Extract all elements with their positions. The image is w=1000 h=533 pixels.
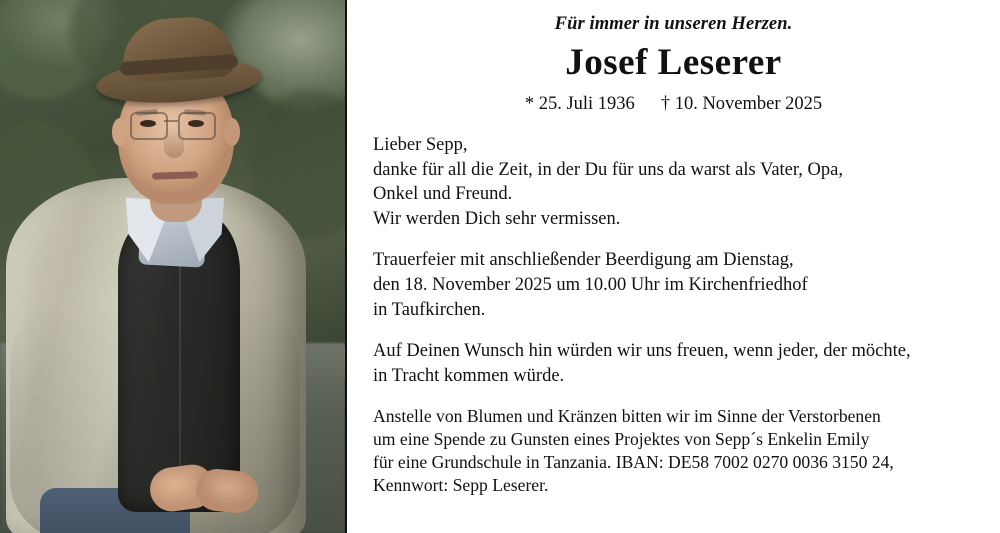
text-line: Onkel und Freund. (373, 184, 513, 205)
portrait-photo (0, 0, 345, 533)
paragraph-thanks (373, 133, 976, 231)
paragraph-ceremony (373, 248, 976, 322)
text-line: Wir werden Dich sehr vermissen. (373, 208, 621, 229)
text-line: in Tracht kommen würde. (373, 365, 565, 386)
memorial-motto: Für immer in unseren Herzen. (554, 14, 793, 34)
deceased-name: Josef Leserer (565, 42, 782, 83)
text-line: danke für all die Zeit, in der Du für uns da warst als Vater, Opa, (373, 159, 844, 180)
eye-right (188, 120, 204, 127)
glasses-bridge (164, 120, 178, 122)
obituary-text (347, 0, 1000, 533)
birth-date: * 25. Juli 1936 (524, 94, 635, 114)
text-line: Kennwort: Sepp Leserer. (373, 474, 549, 495)
death-date: † 10. November 2025 (660, 94, 823, 114)
text-line: um eine Spende zu Gunsten eines Projektes von Sepp´s Enkelin Emily (373, 429, 870, 450)
ear-right (224, 118, 240, 146)
text-line: Anstelle von Blumen und Kränzen bitten wir im Sinne der Verstorbenen (373, 406, 881, 427)
text-line: Lieber Sepp, (373, 135, 468, 155)
paragraph-donation (373, 405, 976, 496)
text-line: für eine Grundschule in Tanzania. IBAN: DE58 7002 0270 0036 3150 24, (373, 452, 894, 473)
nose (164, 128, 184, 158)
text-line: Auf Deinen Wunsch hin würden wir uns freuen, wenn jeder, der möchte, (373, 341, 911, 362)
text-line: den 18. November 2025 um 10.00 Uhr im Kirchenfriedhof (373, 274, 808, 295)
life-dates (371, 94, 976, 115)
eye-left (140, 120, 156, 127)
text-line: in Taufkirchen. (373, 299, 486, 320)
ear-left (112, 118, 128, 146)
text-line: Trauerfeier mit anschließender Beerdigung am Dienstag, (373, 250, 794, 271)
person-figure (0, 0, 345, 533)
paragraph-dresscode (373, 339, 976, 388)
obituary-body (371, 133, 976, 497)
